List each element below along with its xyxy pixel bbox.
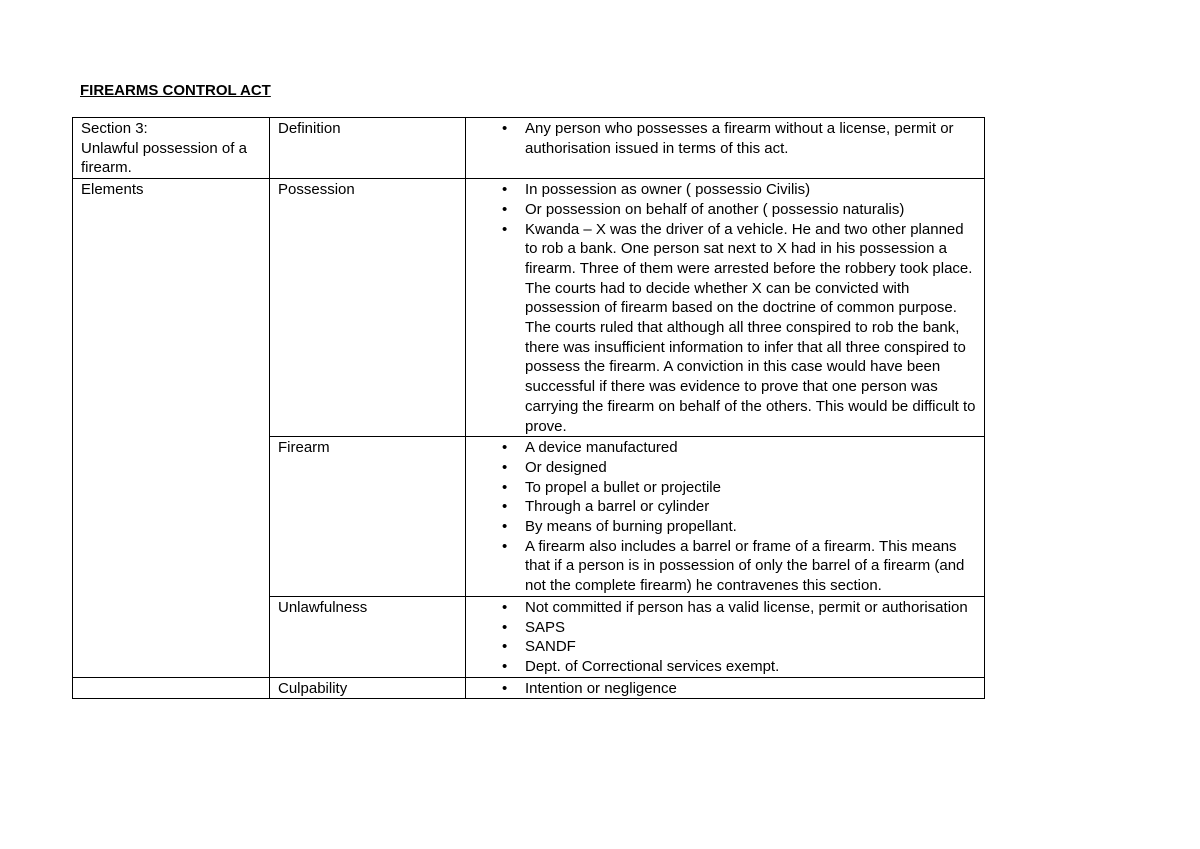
description-cell xyxy=(466,437,985,597)
section-label: Section 3: Unlawful possession of a firearm. xyxy=(81,120,247,177)
topic-cell xyxy=(270,118,466,179)
bullet-list xyxy=(474,180,978,436)
description-cell xyxy=(466,677,985,699)
section-cell xyxy=(73,118,270,179)
list-item: • Dept. of Correctional services exempt. xyxy=(474,657,978,677)
topic-label: Firearm xyxy=(278,439,330,457)
list-item: • Or possession on behalf of another ( possessio naturalis) xyxy=(474,200,978,220)
list-item: • Or designed xyxy=(474,458,978,478)
list-item: • Intention or negligence xyxy=(474,679,978,699)
list-item: • By means of burning propellant. xyxy=(474,517,978,537)
topic-cell xyxy=(270,179,466,437)
topic-label: Culpability xyxy=(278,679,348,697)
description-cell xyxy=(466,596,985,677)
topic-label: Definition xyxy=(278,120,341,137)
list-item: • SAPS xyxy=(474,618,978,638)
table-row xyxy=(73,179,985,437)
table-row xyxy=(73,677,985,699)
bullet-list xyxy=(474,598,978,677)
list-item: • Not committed if person has a valid license, permit or authorisation xyxy=(474,598,978,618)
firearms-table xyxy=(72,117,985,699)
topic-cell xyxy=(270,677,466,699)
topic-label: Possession xyxy=(278,181,355,199)
list-item: • A firearm also includes a barrel or frame of a firearm. This means that if a person is in possession of only the barrel of a firearm (and not the complete firearm) he contravenes this section. xyxy=(474,537,978,596)
list-item: • A device manufactured xyxy=(474,438,978,458)
list-item: • To propel a bullet or projectile xyxy=(474,478,978,498)
bullet-list xyxy=(474,679,978,699)
list-item: • In possession as owner ( possessio Civilis) xyxy=(474,180,978,200)
list-item: • Any person who possesses a firearm without a license, permit or authorisation issued in terms of this act. xyxy=(474,119,978,158)
list-item: • Through a barrel or cylinder xyxy=(474,497,978,517)
table-row xyxy=(73,118,985,179)
section-cell xyxy=(73,677,270,699)
section-label: Elements xyxy=(81,181,144,199)
description-cell xyxy=(466,179,985,437)
section-cell xyxy=(73,179,270,678)
document-title: FIREARMS CONTROL ACT xyxy=(80,82,271,99)
bullet-list xyxy=(474,438,978,596)
topic-label: Unlawfulness xyxy=(278,598,368,616)
list-item: • SANDF xyxy=(474,637,978,657)
topic-cell xyxy=(270,437,466,597)
list-item: • Kwanda – X was the driver of a vehicle. He and two other planned to rob a bank. One person sat next to X had in his possession a firearm. Three of them were arrested before the robbery took place. The courts had to decide whether X can be convicted with possession of firearm based on the doctrine of common purpose. The courts ruled that although all three conspired to rob the bank, there was insufficient information to infer that all three conspired to possess the firearm. A conviction in this case would have been successful if there was evidence to prove that one person was carrying the firearm on behalf of the others. This would be difficult to prove. xyxy=(474,220,978,437)
topic-cell xyxy=(270,596,466,677)
bullet-list xyxy=(474,119,978,158)
description-cell xyxy=(466,118,985,179)
